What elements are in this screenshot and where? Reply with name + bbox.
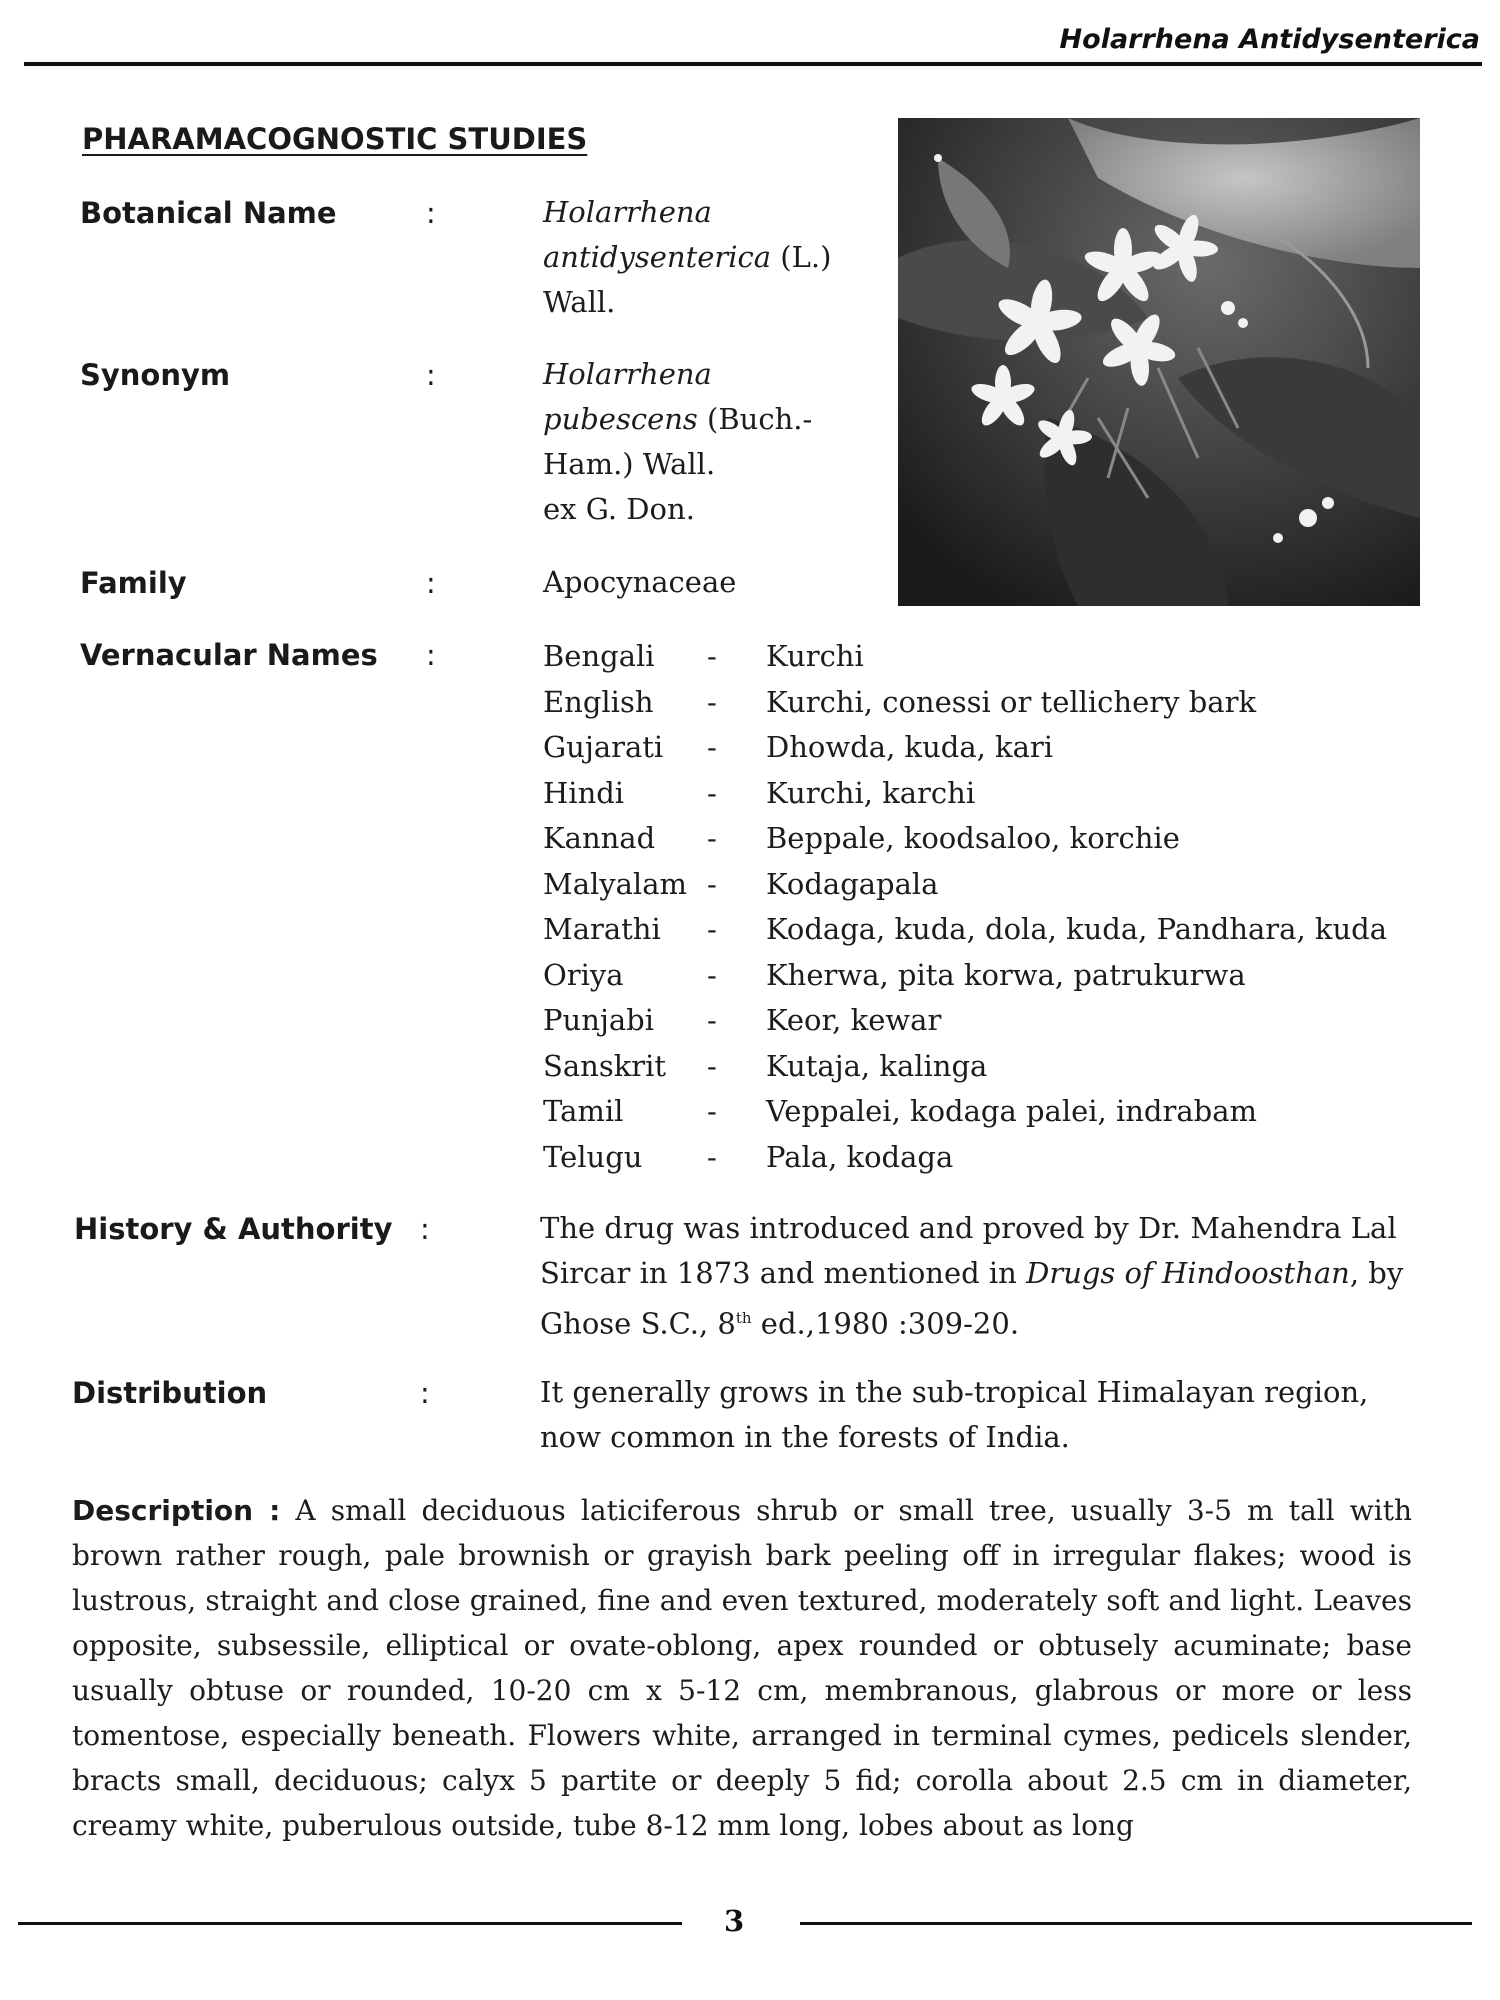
distribution-label: Distribution — [72, 1376, 268, 1410]
vernacular-language: Gujarati — [543, 730, 664, 764]
distribution-text: It generally grows in the sub-tropical Himalayan region, now common in the forests of India. — [540, 1375, 1369, 1454]
vernacular-dash: - — [707, 1094, 717, 1128]
vernacular-dash: - — [707, 957, 717, 992]
vernacular-language: Punjabi — [543, 1003, 654, 1037]
vernacular-dash: - — [707, 821, 717, 855]
synonym-label: Synonym — [80, 358, 231, 392]
vernacular-language: Hindi — [543, 775, 625, 810]
botanical-genus: Holarrhena — [543, 195, 712, 229]
history-authority-label: History & Authority — [74, 1212, 393, 1246]
synonym-species: pubescens — [543, 402, 698, 436]
plant-photograph — [898, 118, 1420, 606]
description-text: A small deciduous laticiferous shrub or small tree, usually 3-5 m tall with brown rather rough, pale brownish or grayish bark peeling off in irregular flakes; wood is lustrous, straight and close grained, fine and even textured, moderately soft and light. Leaves opposite, subsessile, elliptical or ovate-oblong, apex rounded or obtusely acuminate; base usually obtuse or rounded, 10-20 cm x 5-12 cm, membranous, glabrous or more or less tomentose, especially beneath. Flowers white, arranged in terminal cymes, pedicels slender, bracts small, deciduous; calyx 5 partite or deeply 5 fid; corolla about 2.5 cm in diameter, creamy white, puberulous outside, tube 8-12 mm long, lobes about as long — [72, 1494, 1412, 1842]
vernacular-names-label: Vernacular Names — [80, 638, 378, 672]
vernacular-language: Sanskrit — [543, 1048, 667, 1083]
vernacular-language: Bengali — [543, 639, 655, 673]
vernacular-names: Kurchi — [766, 639, 864, 673]
history-authority-colon: : — [420, 1212, 430, 1246]
vernacular-dash: - — [707, 684, 717, 719]
botanical-author: (L.) — [771, 240, 832, 274]
history-authority-text — [540, 1206, 1420, 1347]
vernacular-dash: - — [707, 912, 717, 946]
vernacular-names: Kodaga, kuda, dola, kuda, Pandhara, kuda — [766, 912, 1387, 946]
history-text-part: The drug was introduced and proved by Dr. Mahendra Lal Sircar in 1873 and mentioned in — [540, 1211, 1397, 1290]
botanical-name-value — [543, 190, 831, 325]
vernacular-names: Kherwa, pita korwa, patrukurwa — [766, 957, 1246, 992]
vernacular-dash: - — [707, 1139, 717, 1174]
vernacular-names: Veppalei, kodaga palei, indrabam — [766, 1094, 1257, 1128]
synonym-author-2: Ham.) Wall. — [543, 447, 716, 481]
vernacular-language: Marathi — [543, 912, 661, 946]
footer-rule-right — [800, 1922, 1472, 1925]
footer-rule-left — [18, 1922, 682, 1925]
vernacular-dash: - — [707, 639, 717, 673]
vernacular-language: Malyalam — [543, 866, 687, 901]
vernacular-names: Keor, kewar — [766, 1003, 942, 1037]
distribution-colon: : — [420, 1376, 430, 1410]
synonym-genus: Holarrhena — [543, 357, 712, 391]
history-superscript: th — [735, 1309, 752, 1327]
vernacular-language: Kannad — [543, 821, 656, 855]
page-number: 3 — [724, 1904, 745, 1938]
vernacular-names: Kurchi, conessi or tellichery bark — [766, 684, 1257, 719]
vernacular-names: Dhowda, kuda, kari — [766, 730, 1054, 764]
vernacular-dash: - — [707, 1003, 717, 1037]
family-value: Apocynaceae — [543, 565, 737, 599]
vernacular-language: Oriya — [543, 957, 624, 992]
botanical-species: antidysenterica — [543, 240, 772, 274]
synonym-value — [543, 352, 812, 532]
vernacular-dash: - — [707, 730, 717, 764]
history-text-part: , by Ghose S.C., 8 — [540, 1256, 1404, 1341]
vernacular-names-colon: : — [426, 638, 436, 672]
vernacular-names: Kurchi, karchi — [766, 775, 976, 810]
vernacular-language: English — [543, 684, 654, 719]
section-title: PHARAMACOGNOSTIC STUDIES — [82, 122, 588, 156]
synonym-author: (Buch.- — [697, 402, 813, 436]
description-label: Description : — [72, 1494, 281, 1527]
family-colon: : — [426, 566, 436, 600]
flower-photo-illustration — [898, 118, 1420, 606]
description-paragraph — [72, 1488, 1412, 1848]
history-book-title: Drugs of Hindoosthan — [1026, 1256, 1350, 1290]
vernacular-dash: - — [707, 775, 717, 810]
vernacular-dash: - — [707, 1048, 717, 1083]
header-rule — [24, 62, 1482, 66]
botanical-author-2: Wall. — [543, 285, 616, 319]
history-text-part: ed.,1980 :309-20. — [751, 1306, 1020, 1341]
vernacular-names: Kodagapala — [766, 866, 939, 901]
vernacular-language: Telugu — [543, 1139, 643, 1174]
synonym-author-3: ex G. Don. — [543, 492, 695, 526]
vernacular-names: Pala, kodaga — [766, 1139, 954, 1174]
botanical-name-label: Botanical Name — [80, 196, 337, 230]
family-label: Family — [80, 566, 187, 600]
synonym-colon: : — [426, 358, 436, 392]
botanical-name-colon: : — [426, 196, 436, 230]
vernacular-names: Kutaja, kalinga — [766, 1048, 988, 1083]
vernacular-names: Beppale, koodsaloo, korchie — [766, 821, 1180, 855]
vernacular-language: Tamil — [543, 1094, 624, 1128]
running-header-title: Holarrhena Antidysenterica — [1059, 24, 1480, 55]
vernacular-dash: - — [707, 866, 717, 901]
